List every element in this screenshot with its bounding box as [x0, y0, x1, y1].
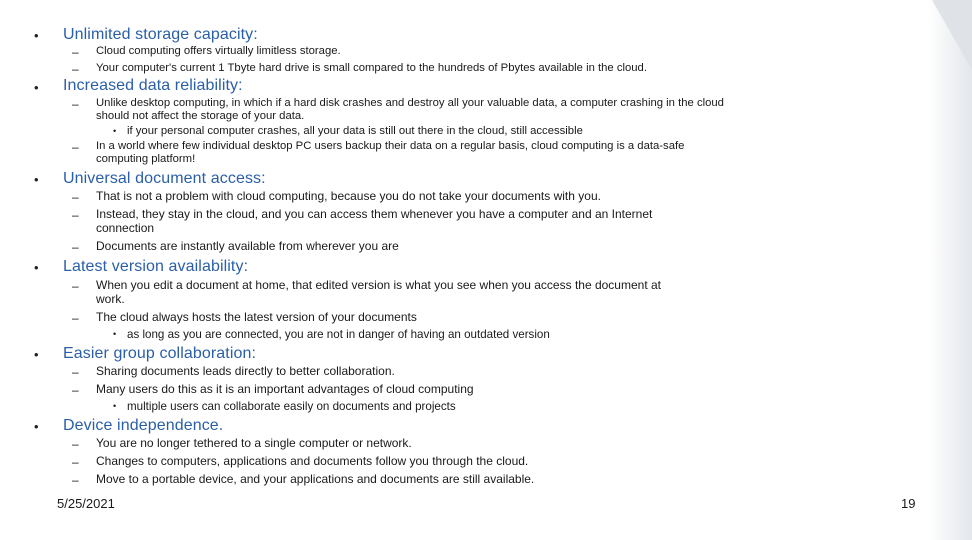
bullet-icon: •	[34, 172, 39, 187]
page-number: 19	[901, 496, 916, 511]
dash-icon: –	[72, 62, 79, 76]
section-heading: Increased data reliability:	[63, 77, 243, 94]
bullet-icon: •	[34, 28, 39, 43]
dash-icon: –	[72, 190, 79, 204]
dash-icon: –	[72, 383, 79, 397]
bullet-icon: •	[34, 80, 39, 95]
section-heading: Device independence.	[63, 417, 224, 434]
list-item: You are no longer tethered to a single computer or network.	[96, 436, 412, 450]
corner-decoration	[932, 0, 972, 70]
section-heading: Easier group collaboration:	[63, 345, 257, 362]
sub-list-item: multiple users can collaborate easily on documents and projects	[127, 400, 456, 413]
list-item: In a world where few individual desktop PC users backup their data on a regular basis, cloud computing is a data-safe	[96, 140, 685, 152]
sub-bullet-icon: •	[113, 126, 117, 136]
sub-bullet-icon: •	[113, 329, 117, 339]
sub-list-item: if your personal computer crashes, all your data is still out there in the cloud, still accessible	[127, 125, 583, 137]
dash-icon: –	[72, 140, 79, 154]
dash-icon: –	[72, 455, 79, 469]
bullet-icon: •	[34, 419, 39, 434]
dash-icon: –	[72, 97, 79, 111]
sub-list-item: as long as you are connected, you are not in danger of having an outdated version	[127, 328, 550, 341]
dash-icon: –	[72, 45, 79, 59]
dash-icon: –	[72, 208, 79, 222]
list-item: Your computer's current 1 Tbyte hard drive is small compared to the hundreds of Pbytes available in the cloud.	[96, 62, 647, 74]
list-item-continued: computing platform!	[96, 153, 196, 165]
list-item-continued: work.	[96, 292, 125, 306]
list-item-continued: should not affect the storage of your data.	[96, 110, 305, 122]
list-item: Cloud computing offers virtually limitless storage.	[96, 45, 341, 57]
dash-icon: –	[72, 437, 79, 451]
list-item: Sharing documents leads directly to better collaboration.	[96, 364, 395, 378]
list-item: When you edit a document at home, that edited version is what you see when you access the document at	[96, 278, 661, 292]
dash-icon: –	[72, 365, 79, 379]
list-item: The cloud always hosts the latest version of your documents	[96, 310, 417, 324]
dash-icon: –	[72, 240, 79, 254]
list-item: Instead, they stay in the cloud, and you can access them whenever you have a computer and an Internet	[96, 207, 653, 221]
dash-icon: –	[72, 473, 79, 487]
section-heading: Latest version availability:	[63, 258, 249, 275]
slide-edge-decoration	[928, 0, 972, 540]
list-item: Changes to computers, applications and documents follow you through the cloud.	[96, 454, 529, 468]
list-item: That is not a problem with cloud computing, because you do not take your documents with you.	[96, 189, 601, 203]
sub-bullet-icon: •	[113, 401, 117, 411]
dash-icon: –	[72, 279, 79, 293]
bullet-icon: •	[34, 260, 39, 275]
dash-icon: –	[72, 311, 79, 325]
list-item-continued: connection	[96, 221, 155, 235]
list-item: Documents are instantly available from wherever you are	[96, 239, 399, 253]
list-item: Unlike desktop computing, in which if a hard disk crashes and destroy all your valuable data, a computer crashing in the cloud	[96, 97, 724, 109]
list-item: Many users do this as it is an important advantages of cloud computing	[96, 382, 474, 396]
bullet-icon: •	[34, 347, 39, 362]
footer-date: 5/25/2021	[57, 496, 115, 511]
section-heading: Unlimited storage capacity:	[63, 26, 258, 43]
section-heading: Universal document access:	[63, 170, 266, 187]
list-item: Move to a portable device, and your applications and documents are still available.	[96, 472, 535, 486]
